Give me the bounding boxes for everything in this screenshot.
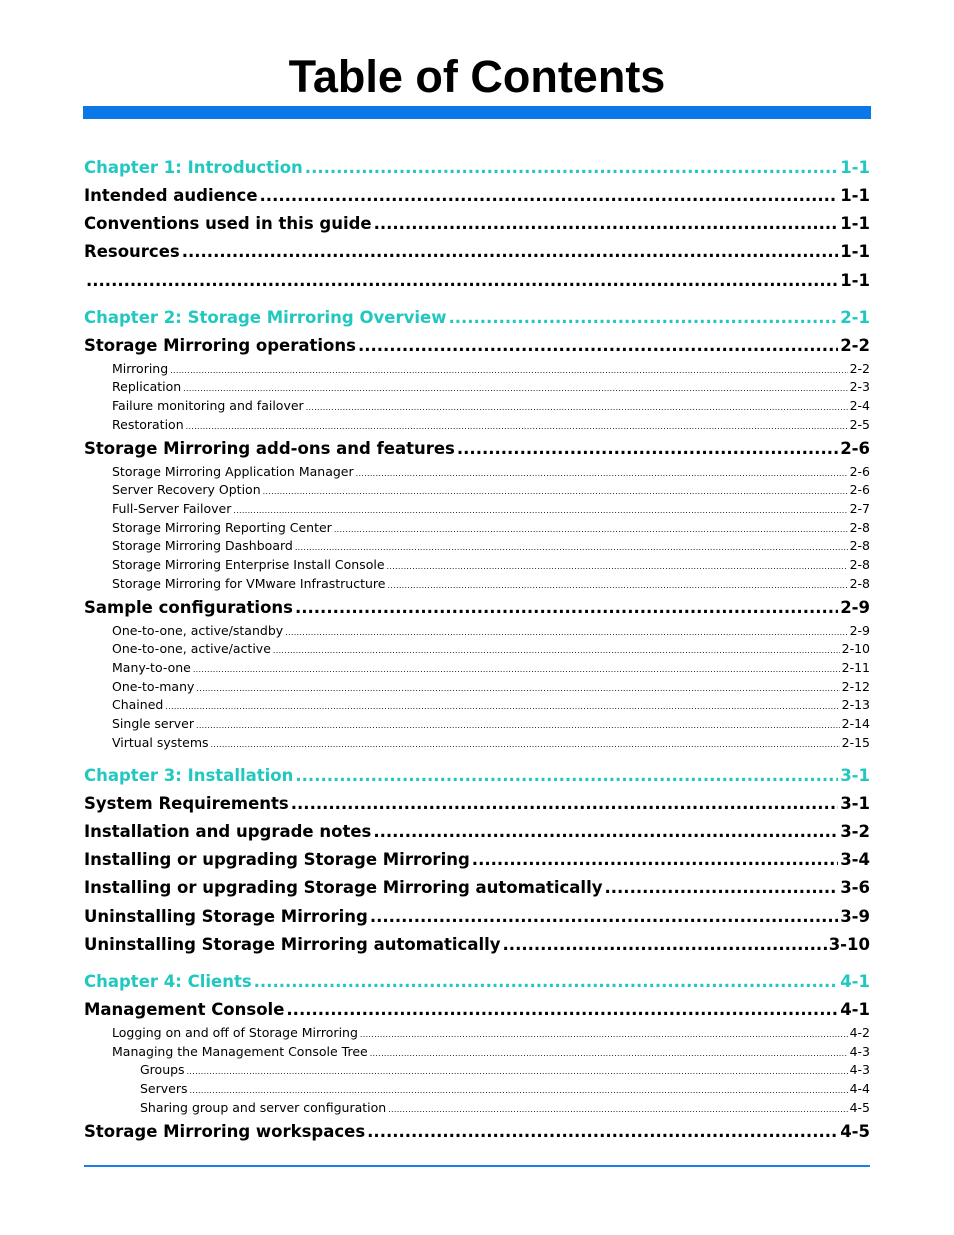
toc-entry-page-number: 1-1 bbox=[840, 242, 870, 262]
toc-entry[interactable] bbox=[84, 679, 870, 696]
toc-entry-page-number: 2-2 bbox=[849, 361, 870, 377]
toc-entry-page-number: 2-8 bbox=[849, 576, 870, 592]
dot-leader bbox=[370, 907, 838, 927]
dot-leader bbox=[170, 363, 847, 378]
title-underline-bar bbox=[83, 106, 871, 119]
toc-entry-page-number: 3-2 bbox=[840, 822, 870, 842]
dot-leader bbox=[193, 662, 840, 677]
toc-entry-label: Failure monitoring and failover bbox=[112, 398, 304, 414]
dot-leader bbox=[388, 1102, 847, 1117]
toc-entry-label: Chapter 2: Storage Mirroring Overview bbox=[84, 308, 447, 328]
toc-entry-label: One-to-one, active/active bbox=[112, 641, 271, 657]
dot-leader bbox=[360, 1027, 848, 1042]
toc-entry-label: Server Recovery Option bbox=[112, 482, 261, 498]
toc-entry-page-number: 2-6 bbox=[849, 482, 870, 498]
toc-entry[interactable] bbox=[84, 361, 870, 378]
dot-leader bbox=[457, 439, 838, 459]
toc-entry-label: Resources bbox=[84, 242, 180, 262]
toc-entry-label: Virtual systems bbox=[112, 735, 209, 751]
toc-entry-page-number: 4-5 bbox=[849, 1100, 870, 1116]
toc-entry-label: Installing or upgrading Storage Mirroring bbox=[84, 850, 470, 870]
toc-entry-label: Intended audience bbox=[84, 186, 258, 206]
toc-entry-page-number: 2-5 bbox=[849, 417, 870, 433]
toc-entry-label: Replication bbox=[112, 379, 182, 395]
toc-entry-label: Storage Mirroring Reporting Center bbox=[112, 520, 332, 536]
dot-leader bbox=[187, 1064, 848, 1079]
dot-leader bbox=[356, 466, 848, 481]
toc-entry-page-number: 2-6 bbox=[840, 439, 870, 459]
toc-entry[interactable] bbox=[84, 623, 870, 640]
dot-leader bbox=[387, 559, 848, 574]
toc-entry-page-number: 3-1 bbox=[840, 794, 870, 814]
toc-entry[interactable] bbox=[84, 214, 870, 234]
toc-chapter-entry[interactable] bbox=[84, 972, 870, 992]
toc-entry-label: Chapter 1: Introduction bbox=[84, 158, 303, 178]
toc-entry-label: System Requirements bbox=[84, 794, 289, 814]
dot-leader bbox=[273, 643, 840, 658]
toc-entry-label: Single server bbox=[112, 716, 194, 732]
dot-leader bbox=[260, 186, 839, 206]
dot-leader bbox=[263, 484, 848, 499]
toc-entry-page-number: 4-3 bbox=[849, 1044, 870, 1060]
toc-entry-page-number: 4-4 bbox=[849, 1081, 870, 1097]
dot-leader bbox=[285, 625, 847, 640]
toc-entry-label: Storage Mirroring for VMware Infrastructure bbox=[112, 576, 386, 592]
toc-entry-page-number: 4-1 bbox=[840, 1000, 870, 1020]
page-title: Table of Contents bbox=[288, 51, 666, 102]
dot-leader bbox=[367, 1122, 838, 1142]
toc-entry-label: One-to-one, active/standby bbox=[112, 623, 284, 639]
toc-entry-page-number: 2-1 bbox=[840, 308, 870, 328]
dot-leader bbox=[295, 598, 838, 618]
toc-entry-page-number: 1-1 bbox=[840, 214, 870, 234]
toc-entry-page-number: 4-1 bbox=[840, 972, 870, 992]
toc-entry-page-number: 2-14 bbox=[841, 716, 870, 732]
toc-entry[interactable] bbox=[84, 822, 870, 842]
toc-entry[interactable] bbox=[84, 660, 870, 677]
dot-leader bbox=[334, 522, 848, 537]
toc-entry-page-number: 2-13 bbox=[841, 697, 870, 713]
toc-entry[interactable] bbox=[84, 464, 870, 481]
toc-entry-page-number: 2-3 bbox=[849, 379, 870, 395]
toc-entry-page-number: 2-15 bbox=[841, 735, 870, 751]
toc-entry[interactable] bbox=[84, 1025, 870, 1042]
dot-leader bbox=[186, 419, 848, 434]
dot-leader bbox=[503, 935, 827, 955]
toc-chapter-entry[interactable] bbox=[84, 158, 870, 178]
dot-leader bbox=[472, 850, 838, 870]
toc-entry[interactable] bbox=[84, 242, 870, 262]
toc-entry[interactable] bbox=[84, 439, 870, 459]
toc-entry-page-number: 2-8 bbox=[849, 520, 870, 536]
toc-entry-page-number: 1-1 bbox=[840, 186, 870, 206]
toc-entry-page-number: 4-5 bbox=[840, 1122, 870, 1142]
toc-entry-label: Managing the Management Console Tree bbox=[112, 1044, 368, 1060]
toc-entry[interactable] bbox=[84, 398, 870, 415]
dot-leader bbox=[286, 1000, 838, 1020]
toc-entry[interactable] bbox=[84, 1044, 870, 1061]
toc-entry[interactable] bbox=[84, 379, 870, 396]
toc-entry[interactable] bbox=[84, 271, 870, 291]
dot-leader bbox=[182, 242, 838, 262]
toc-entry-label: Storage Mirroring Enterprise Install Console bbox=[112, 557, 385, 573]
toc-entry[interactable] bbox=[84, 598, 870, 618]
toc-entry-label: One-to-many bbox=[112, 679, 195, 695]
toc-entry-page-number: 3-6 bbox=[840, 878, 870, 898]
dot-leader bbox=[233, 503, 847, 518]
toc-entry[interactable] bbox=[84, 641, 870, 658]
toc-entry-page-number: 2-9 bbox=[849, 623, 870, 639]
toc-entry[interactable] bbox=[84, 576, 870, 593]
toc-entry-label: Logging on and off of Storage Mirroring bbox=[112, 1025, 358, 1041]
toc-entry[interactable] bbox=[84, 482, 870, 499]
toc-entry-page-number: 3-9 bbox=[840, 907, 870, 927]
toc-entry-label: Mirroring bbox=[112, 361, 169, 377]
toc-entry-label: Groups bbox=[140, 1062, 185, 1078]
toc-entry-label: Uninstalling Storage Mirroring automatically bbox=[84, 935, 501, 955]
dot-leader bbox=[374, 214, 839, 234]
toc-entry[interactable] bbox=[84, 520, 870, 537]
toc-entry-page-number: 1-1 bbox=[840, 271, 870, 291]
toc-chapter-entry[interactable] bbox=[84, 766, 870, 786]
toc-entry-label: Chapter 3: Installation bbox=[84, 766, 294, 786]
toc-entry[interactable] bbox=[84, 336, 870, 356]
dot-leader bbox=[358, 336, 838, 356]
toc-entry-page-number: 3-1 bbox=[840, 766, 870, 786]
toc-entry-label: Conventions used in this guide bbox=[84, 214, 372, 234]
toc-entry-label: Servers bbox=[140, 1081, 188, 1097]
footer-rule bbox=[84, 1165, 870, 1167]
toc-entry[interactable] bbox=[84, 1062, 870, 1079]
toc-entry-label: Many-to-one bbox=[112, 660, 191, 676]
dot-leader bbox=[448, 308, 838, 328]
toc-entry[interactable] bbox=[84, 1000, 870, 1020]
toc-entry-label: Uninstalling Storage Mirroring bbox=[84, 907, 368, 927]
toc-entry[interactable] bbox=[84, 501, 870, 518]
toc-entry-label: Storage Mirroring Dashboard bbox=[112, 538, 293, 554]
toc-entry[interactable] bbox=[84, 850, 870, 870]
toc-entry-page-number: 2-8 bbox=[849, 538, 870, 554]
toc-entry-label: Storage Mirroring Application Manager bbox=[112, 464, 354, 480]
dot-leader bbox=[295, 766, 838, 786]
toc-entry-label: Installing or upgrading Storage Mirroring automatically bbox=[84, 878, 603, 898]
toc-entry[interactable] bbox=[84, 186, 870, 206]
toc-entry-label: Sample configurations bbox=[84, 598, 293, 618]
toc-entry[interactable] bbox=[84, 557, 870, 574]
dot-leader bbox=[211, 737, 840, 752]
toc-entry[interactable] bbox=[84, 907, 870, 927]
dot-leader bbox=[196, 718, 840, 733]
toc-entry[interactable] bbox=[84, 1122, 870, 1142]
toc-entry-label: Management Console bbox=[84, 1000, 285, 1020]
toc-entry-label: Storage Mirroring add-ons and features bbox=[84, 439, 455, 459]
dot-leader bbox=[387, 578, 847, 593]
toc-entry-page-number: 2-12 bbox=[841, 679, 870, 695]
toc-entry-label: Chapter 4: Clients bbox=[84, 972, 252, 992]
toc-entry-page-number: 4-3 bbox=[849, 1062, 870, 1078]
dot-leader bbox=[370, 1046, 848, 1061]
toc-entry[interactable] bbox=[84, 697, 870, 714]
toc-entry-label: Storage Mirroring workspaces bbox=[84, 1122, 366, 1142]
dot-leader bbox=[291, 794, 838, 814]
toc-entry-page-number: 2-6 bbox=[849, 464, 870, 480]
toc-entry[interactable] bbox=[84, 538, 870, 555]
toc-entry-page-number: 2-2 bbox=[840, 336, 870, 356]
dot-leader bbox=[254, 972, 839, 992]
dot-leader bbox=[373, 822, 838, 842]
dot-leader bbox=[306, 400, 848, 415]
toc-entry-page-number: 2-11 bbox=[841, 660, 870, 676]
toc-entry-label: Installation and upgrade notes bbox=[84, 822, 372, 842]
toc-entry-page-number: 2-9 bbox=[840, 598, 870, 618]
toc-entry-page-number: 3-10 bbox=[828, 935, 870, 955]
toc-entry[interactable] bbox=[84, 794, 870, 814]
toc-chapter-entry[interactable] bbox=[84, 308, 870, 328]
dot-leader bbox=[190, 1083, 848, 1098]
toc-entry-page-number: 2-7 bbox=[849, 501, 870, 517]
toc-entry[interactable] bbox=[84, 1081, 870, 1098]
toc-entry-page-number: 3-4 bbox=[840, 850, 870, 870]
toc-entry[interactable] bbox=[84, 878, 870, 898]
toc-entry-label: Chained bbox=[112, 697, 164, 713]
dot-leader bbox=[183, 381, 847, 396]
toc-entry-label: Sharing group and server configuration bbox=[140, 1100, 387, 1116]
toc-entry[interactable] bbox=[84, 716, 870, 733]
toc-entry-page-number: 1-1 bbox=[840, 158, 870, 178]
toc-entry-page-number: 2-4 bbox=[849, 398, 870, 414]
toc-entry[interactable] bbox=[84, 1100, 870, 1117]
dot-leader bbox=[605, 878, 839, 898]
toc-entry-label: Full-Server Failover bbox=[112, 501, 232, 517]
toc-entry[interactable] bbox=[84, 735, 870, 752]
toc-entry-label: Storage Mirroring operations bbox=[84, 336, 356, 356]
dot-leader bbox=[295, 540, 848, 555]
toc-entry-label: Restoration bbox=[112, 417, 184, 433]
dot-leader bbox=[86, 271, 838, 291]
toc-entry-page-number: 4-2 bbox=[849, 1025, 870, 1041]
toc-entry-page-number: 2-8 bbox=[849, 557, 870, 573]
toc-entry[interactable] bbox=[84, 417, 870, 434]
dot-leader bbox=[305, 158, 838, 178]
dot-leader bbox=[196, 681, 839, 696]
dot-leader bbox=[165, 699, 839, 714]
toc-entry[interactable] bbox=[84, 935, 870, 955]
toc-entry-page-number: 2-10 bbox=[841, 641, 870, 657]
